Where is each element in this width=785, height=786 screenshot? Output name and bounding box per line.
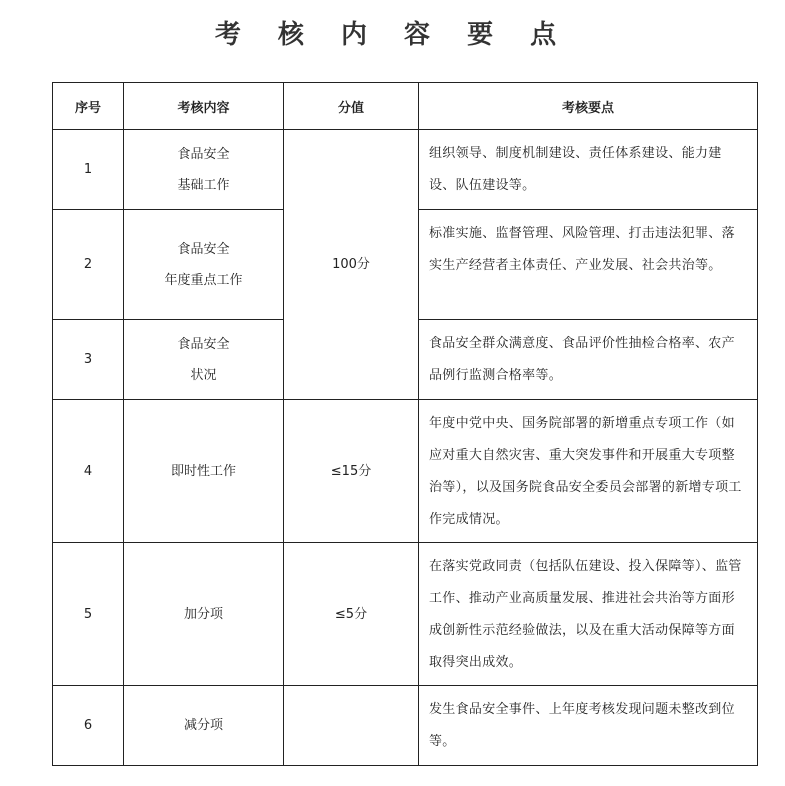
row-content: [124, 210, 284, 320]
row-score: [284, 686, 419, 766]
row-no: 1: [53, 130, 124, 210]
row-content: [124, 130, 284, 210]
table-row: [53, 686, 758, 766]
row-no: 2: [53, 210, 124, 320]
header-no: 序号: [53, 83, 124, 130]
content-line: 状况: [190, 367, 217, 383]
content-line: 年度重点工作: [164, 272, 243, 288]
content-line: 食品安全: [177, 336, 230, 352]
table-row: [53, 543, 758, 686]
row-content: 加分项: [124, 543, 284, 686]
row-content: 即时性工作: [124, 400, 284, 543]
row-points: 发生食品安全事件、上年度考核发现问题未整改到位等。: [419, 686, 758, 766]
table-row: [53, 400, 758, 543]
row-points: 组织领导、制度机制建设、责任体系建设、能力建设、队伍建设等。: [419, 130, 758, 210]
content-line: 食品安全: [177, 146, 230, 162]
table-header-row: [53, 83, 758, 130]
row-score-merged: 100分: [284, 130, 419, 400]
row-score: ≤15分: [284, 400, 419, 543]
row-content: [124, 320, 284, 400]
row-content: 减分项: [124, 686, 284, 766]
row-no: 6: [53, 686, 124, 766]
row-points: 在落实党政同责（包括队伍建设、投入保障等）、监管工作、推动产业高质量发展、推进社会共治等方面形成创新性示范经验做法，以及在重大活动保障等方面取得突出成效。: [419, 543, 758, 686]
header-points: 考核要点: [419, 83, 758, 130]
row-points: 食品安全群众满意度、食品评价性抽检合格率、农产品例行监测合格率等。: [419, 320, 758, 400]
header-score: 分值: [284, 83, 419, 130]
content-line: 基础工作: [177, 177, 230, 193]
header-content: 考核内容: [124, 83, 284, 130]
row-score: ≤5分: [284, 543, 419, 686]
assessment-table: [52, 82, 758, 766]
page-title: 考 核 内 容 要 点: [214, 20, 571, 50]
row-no: 3: [53, 320, 124, 400]
row-no: 5: [53, 543, 124, 686]
content-line: 食品安全: [177, 241, 230, 257]
row-no: 4: [53, 400, 124, 543]
row-points: 年度中党中央、国务院部署的新增重点专项工作（如应对重大自然灾害、重大突发事件和开展重大专项整治等），以及国务院食品安全委员会部署的新增专项工作完成情况。: [419, 400, 758, 543]
row-points: 标准实施、监督管理、风险管理、打击违法犯罪、落实生产经营者主体责任、产业发展、社会共治等。: [419, 210, 758, 320]
table-row: [53, 130, 758, 210]
